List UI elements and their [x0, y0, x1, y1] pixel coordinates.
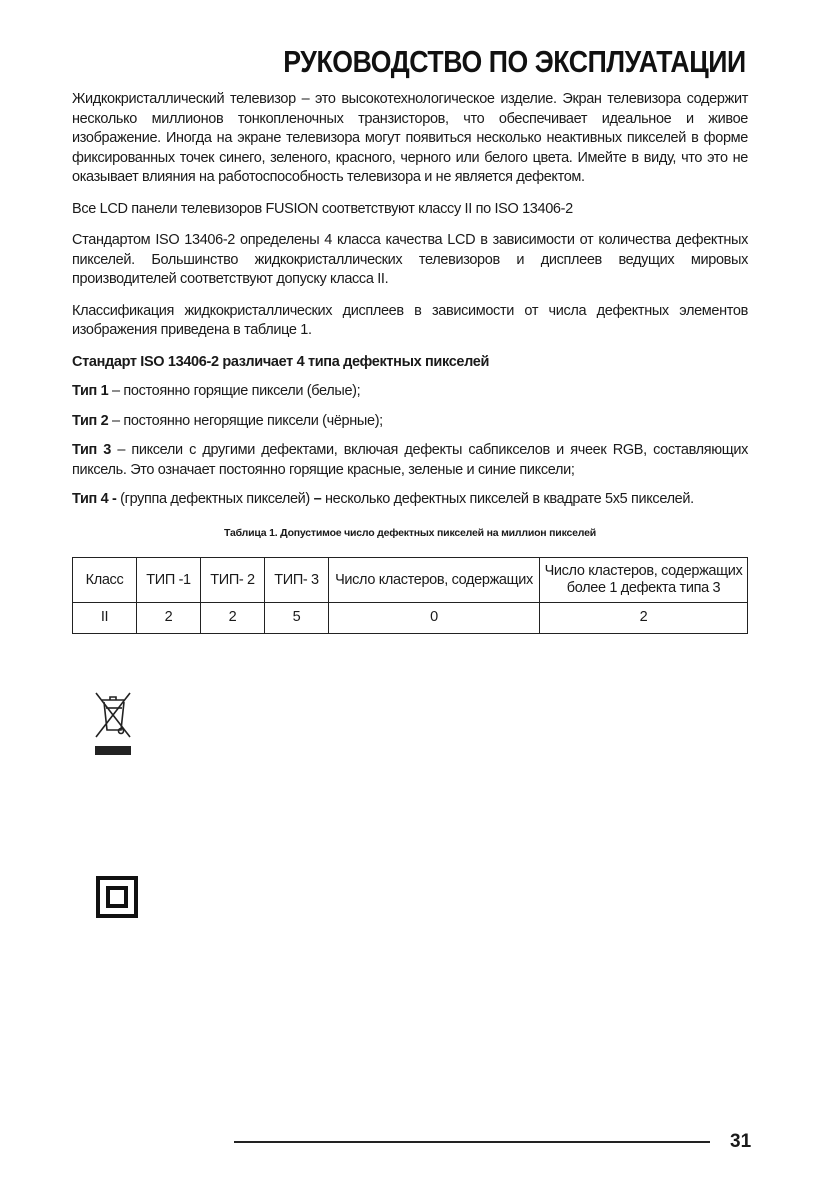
section-heading: Стандарт ISO 13406-2 различает 4 типа дефектных пикселей — [72, 353, 490, 370]
type-2-item — [72, 412, 748, 432]
table-cell: 2 — [137, 603, 201, 634]
crossed-out-wheelie-bin-icon — [93, 690, 133, 758]
column-header: Класс — [73, 558, 137, 603]
type-separator: – — [108, 383, 124, 399]
type-separator: – — [108, 412, 124, 429]
type-1-item — [72, 382, 748, 402]
standard-paragraph: Стандартом ISO 13406-2 определены 4 класса качества LCD в зависимости от количества дефектных пикселей. Большинство жидкокристаллических телевизоров и дисплеев ведущих мировых производителей соответствуют допуску класса II. — [72, 232, 748, 287]
double-insulation-icon — [96, 876, 138, 918]
classification-paragraph: Классификация жидкокристаллических дисплеев в зависимости от числа дефектных элементов изображения приведена в таблице 1. — [72, 302, 748, 338]
class-statement-paragraph: Все LCD панели телевизоров FUSION соответствуют классу II по ISO 13406-2 — [72, 200, 573, 217]
table-cell: 2 — [540, 603, 748, 634]
type-separator: – — [110, 442, 132, 458]
defect-table — [72, 557, 748, 634]
type-description: постоянно горящие пиксели (белые); — [123, 383, 361, 399]
type-dash: – — [313, 491, 322, 507]
type-description: несколько дефектных пикселей в квадрате 5x5 пикселей. — [321, 491, 694, 507]
type-label: Тип 1 — [72, 383, 109, 399]
table-row — [73, 603, 748, 634]
column-header: ТИП- 3 — [265, 558, 329, 603]
page-number: 31 — [730, 1131, 752, 1152]
type-label: Тип 3 — [72, 442, 111, 458]
document-body — [72, 90, 748, 634]
table-cell: 2 — [201, 603, 265, 634]
column-header: ТИП -1 — [137, 558, 201, 603]
footer-divider — [234, 1141, 710, 1143]
intro-paragraph: Жидкокристаллический телевизор – это высокотехнологическое изделие. Экран телевизора содержит несколько миллионов тонкопленочных транзисторов, что обеспечивает идеальное и живое изображение. Иногда на экране телевизора могут появиться несколько неактивных пикселей в форме фиксированных точек синего, зеленого, красного, черного или белого цвета. Имейте в виду, что это не оказывает влияния на работоспособность телевизора и не является дефектом. — [72, 91, 748, 185]
column-header: ТИП- 2 — [201, 558, 265, 603]
table-header-row — [73, 558, 748, 603]
page-title: РУКОВОДСТВО ПО ЭКСПЛУАТАЦИИ — [283, 44, 746, 79]
table-cell: 0 — [329, 603, 540, 634]
type-label: Тип 4 - — [72, 491, 117, 507]
type-description: постоянно негорящие пиксели (чёрные); — [123, 412, 383, 429]
type-3-item — [72, 441, 748, 480]
table-cell: II — [73, 603, 137, 634]
column-header: Число кластеров, содержащих более 1 дефекта типа 3 — [540, 558, 748, 603]
type-label: Тип 2 — [72, 412, 109, 429]
type-description: пиксели с другими дефектами, включая дефекты сабпикселов и ячеек RGB, составляющих пиксель. Это означает постоянно горящие красные, зеленые и синие пиксели; — [72, 442, 748, 478]
type-description-prefix: (группа дефектных пикселей) — [120, 491, 314, 507]
table-caption: Таблица 1. Допустимое число дефектных пикселей на миллион пикселей — [224, 526, 596, 539]
table-cell: 5 — [265, 603, 329, 634]
type-4-item — [72, 490, 748, 510]
column-header: Число кластеров, содержащих — [329, 558, 540, 603]
